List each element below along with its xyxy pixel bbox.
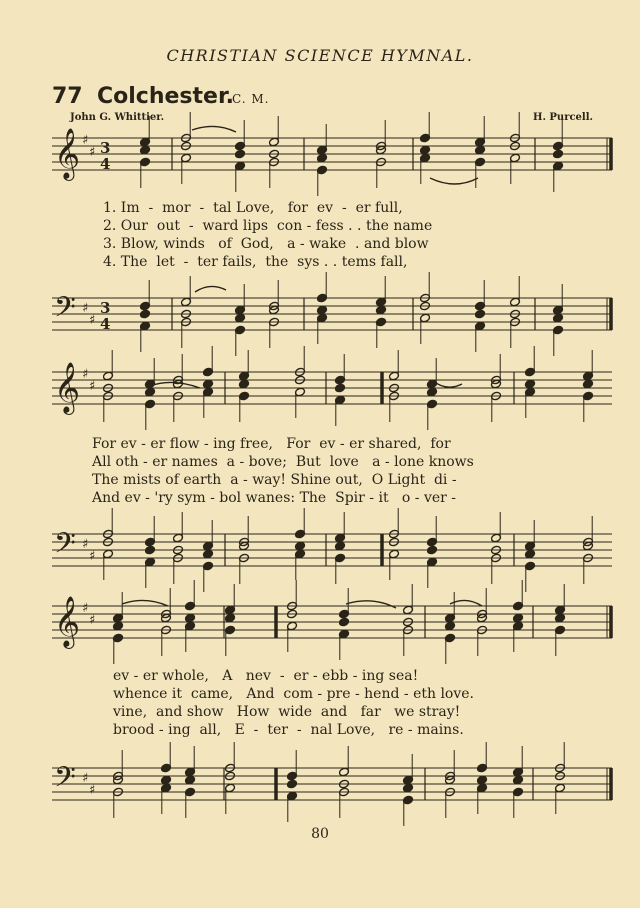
quarter-note-head xyxy=(555,613,566,623)
sharp-icon: ♯ xyxy=(89,613,96,628)
quarter-note-head xyxy=(239,379,250,389)
quarter-note-head xyxy=(525,549,536,559)
sharp-icon: ♯ xyxy=(82,771,89,786)
sharp-icon: ♯ xyxy=(82,601,89,616)
running-header: CHRISTIAN SCIENCE HYMNAL. xyxy=(166,46,474,65)
quarter-note-head xyxy=(185,775,196,785)
lyric-s1-v4: 4. The let - ter fails, the sys . . tems fall, xyxy=(103,254,408,270)
lyric-s3-v2: whence it came, And com - pre - hend - eth love. xyxy=(113,686,475,702)
sharp-icon: ♯ xyxy=(82,367,89,382)
treble-clef-icon: 𝄞 xyxy=(54,362,81,413)
quarter-note-head xyxy=(376,305,387,315)
lyric-s1-v1: 1. Im - mor - tal Love, for ev - er full, xyxy=(103,200,403,216)
hymn-number: 77 xyxy=(52,84,83,109)
quarter-note-head xyxy=(513,775,524,785)
quarter-note-head xyxy=(185,613,196,623)
author-credit: John G. Whittier. xyxy=(70,112,165,123)
quarter-note-head xyxy=(235,149,246,159)
quarter-note-head xyxy=(477,775,488,785)
quarter-note-head xyxy=(225,613,236,623)
sharp-icon: ♯ xyxy=(82,537,89,552)
quarter-note-head xyxy=(287,779,298,789)
time-signature-bottom: 4 xyxy=(100,155,111,173)
quarter-note-head xyxy=(140,145,151,155)
quarter-note-head xyxy=(203,549,214,559)
sharp-icon: ♯ xyxy=(89,549,96,564)
sharp-icon: ♯ xyxy=(89,313,96,328)
slur xyxy=(346,601,396,608)
quarter-note-head xyxy=(161,775,172,785)
lyric-s2-v2: All oth - er names a - bove; But love a - lone knows xyxy=(92,454,474,470)
quarter-note-head xyxy=(145,387,156,397)
slur xyxy=(195,286,226,292)
quarter-note-head xyxy=(445,621,456,631)
slur xyxy=(450,600,482,606)
quarter-note-head xyxy=(295,541,306,551)
lyric-s2-v3: The mists of earth a - way! Shine out, O Light di - xyxy=(92,472,457,488)
quarter-note-head xyxy=(427,387,438,397)
sharp-icon: ♯ xyxy=(82,301,89,316)
bass-clef-icon: 𝄢 xyxy=(54,291,76,331)
treble-clef-icon: 𝄞 xyxy=(54,128,81,179)
sharp-icon: ♯ xyxy=(82,133,89,148)
quarter-note-head xyxy=(140,309,151,319)
bass-clef-icon: 𝄢 xyxy=(54,761,76,801)
quarter-note-head xyxy=(113,621,124,631)
lyric-s2-v1: For ev - er flow - ing free, For ev - er shared, for xyxy=(92,436,451,452)
quarter-note-head xyxy=(335,541,346,551)
lyric-s2-v4: And ev - 'ry sym - bol wanes: The Spir - it o - ver - xyxy=(92,490,457,506)
quarter-note-head xyxy=(335,383,346,393)
quarter-note-head xyxy=(475,309,486,319)
quarter-note-head xyxy=(317,305,328,315)
quarter-note-head xyxy=(427,545,438,555)
quarter-note-head xyxy=(553,313,564,323)
lyric-s3-v1: ev - er whole, A nev - er - ebb - ing sea! xyxy=(113,668,419,684)
lyric-s3-v3: vine, and show How wide and far we stray! xyxy=(113,704,461,720)
quarter-note-head xyxy=(475,145,486,155)
page-number: 80 xyxy=(311,826,329,842)
slur xyxy=(192,126,236,132)
lyric-s3-v4: brood - ing all, E - ter - nal Love, re - mains. xyxy=(113,722,464,738)
lyric-s1-v3: 3. Blow, winds of God, a - wake . and blow xyxy=(103,236,429,252)
quarter-note-head xyxy=(525,379,536,389)
tune-name: Colchester. xyxy=(97,84,235,109)
time-signature-top: 3 xyxy=(100,299,111,317)
quarter-note-head xyxy=(203,379,214,389)
bass-clef-icon: 𝄢 xyxy=(54,527,76,567)
sharp-icon: ♯ xyxy=(89,783,96,798)
lyric-s1-v2: 2. Our out - ward lips con - fess . . the name xyxy=(103,218,433,234)
meter: C. M. xyxy=(232,92,270,106)
quarter-note-head xyxy=(583,379,594,389)
quarter-note-head xyxy=(513,613,524,623)
quarter-note-head xyxy=(339,617,350,627)
quarter-note-head xyxy=(420,145,431,155)
quarter-note-head xyxy=(553,149,564,159)
sharp-icon: ♯ xyxy=(89,145,96,160)
time-signature-bottom: 4 xyxy=(100,315,111,333)
quarter-note-head xyxy=(317,153,328,163)
slur xyxy=(122,600,168,606)
slur xyxy=(430,178,478,184)
treble-clef-icon: 𝄞 xyxy=(54,596,81,647)
quarter-note-head xyxy=(235,313,246,323)
time-signature-top: 3 xyxy=(100,139,111,157)
composer-credit: H. Purcell. xyxy=(533,112,593,123)
quarter-note-head xyxy=(403,783,414,793)
sharp-icon: ♯ xyxy=(89,379,96,394)
quarter-note-head xyxy=(145,545,156,555)
